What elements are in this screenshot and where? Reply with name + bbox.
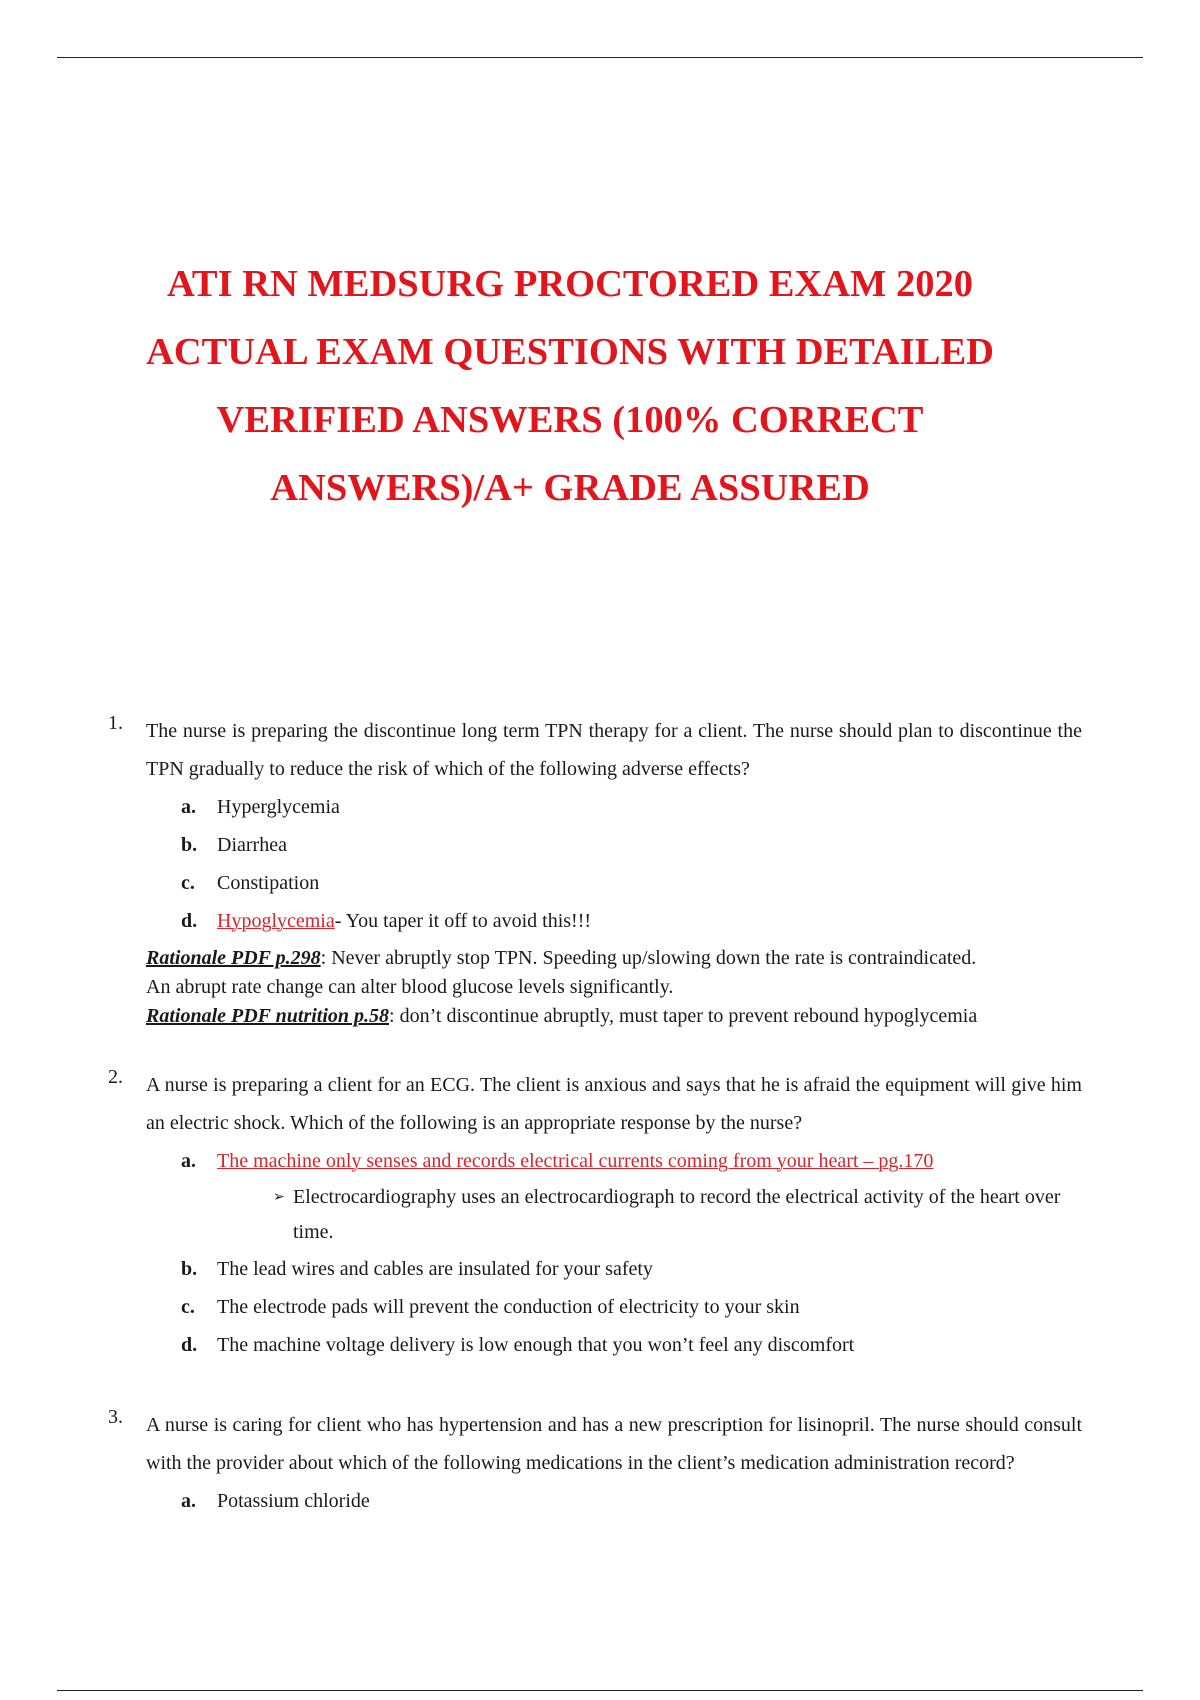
title-line-4: ANSWERS)/A+ GRADE ASSURED (270, 467, 870, 509)
title-line-2: ACTUAL EXAM QUESTIONS WITH DETAILED (146, 331, 994, 373)
option-c (181, 1288, 1088, 1326)
question-number: 3. (108, 1406, 123, 1428)
title-line-3: VERIFIED ANSWERS (100% CORRECT (216, 399, 924, 441)
answer-note: - You taper it off to avoid this!!! (334, 910, 592, 932)
option-letter: a. (181, 796, 196, 818)
correct-answer: Hypoglycemia (217, 910, 335, 932)
question-number: 2. (108, 1066, 123, 1088)
question-2 (108, 1066, 1088, 1364)
question-number: 1. (108, 712, 123, 734)
option-text: Potassium chloride (217, 1490, 370, 1512)
answer-explanation (273, 1180, 1063, 1250)
option-text: The electrode pads will prevent the conduction of electricity to your skin (217, 1296, 800, 1318)
option-d-correct (181, 902, 1088, 940)
title-line-1: ATI RN MEDSURG PROCTORED EXAM 2020 (166, 263, 974, 305)
rationale-text: : don’t discontinue abruptly, must taper to prevent rebound hypoglycemia (389, 1005, 978, 1027)
rationale-2 (146, 1002, 1088, 1031)
document-title (100, 250, 1040, 522)
option-letter: b. (181, 834, 198, 856)
question-text: A nurse is caring for client who has hypertension and has a new prescription for lisinopril. The nurse should consult with the provider about which of the following medications in the client’s medication administration record? (146, 1414, 1082, 1474)
rationale-1 (146, 944, 1088, 973)
question-1 (108, 712, 1088, 1031)
question-3 (108, 1406, 1088, 1520)
top-rule (57, 57, 1143, 58)
option-text: The lead wires and cables are insulated for your safety (217, 1258, 653, 1280)
rationale-text: An abrupt rate change can alter blood glucose levels significantly. (146, 976, 674, 998)
question-text: A nurse is preparing a client for an ECG. The client is anxious and says that he is afraid the equipment will give him an electric shock. Which of the following is an appropriate response by the nurse? (146, 1074, 1082, 1134)
option-letter: c. (181, 1296, 195, 1318)
rationale-label: Rationale PDF p.298 (146, 947, 321, 969)
rationale-label: Rationale PDF nutrition p.58 (146, 1005, 390, 1027)
option-text: Hyperglycemia (217, 796, 340, 818)
option-a (181, 788, 1088, 826)
option-letter: a. (181, 1150, 196, 1172)
option-a (181, 1482, 1088, 1520)
option-letter: b. (181, 1258, 198, 1280)
option-letter: d. (181, 1334, 198, 1356)
option-text: Diarrhea (217, 834, 287, 856)
option-letter: d. (181, 910, 198, 932)
option-d (181, 1326, 1088, 1364)
arrow-bullet-icon: ➢ (273, 1189, 285, 1205)
option-b (181, 1250, 1088, 1288)
option-letter: c. (181, 872, 195, 894)
option-text: Constipation (217, 872, 320, 894)
explanation-text: Electrocardiography uses an electrocardiograph to record the electrical activity of the heart over time. (293, 1186, 1061, 1243)
bottom-rule (57, 1690, 1143, 1691)
option-text: The machine voltage delivery is low enough that you won’t feel any discomfort (217, 1334, 855, 1356)
rationale-text: : Never abruptly stop TPN. Speeding up/slowing down the rate is contraindicated. (320, 947, 977, 969)
option-b (181, 826, 1088, 864)
option-letter: a. (181, 1490, 196, 1512)
option-c (181, 864, 1088, 902)
option-a-correct (181, 1142, 1088, 1180)
rationale-1-continued (146, 973, 1088, 1002)
question-text: The nurse is preparing the discontinue long term TPN therapy for a client. The nurse should plan to discontinue the TPN gradually to reduce the risk of which of the following adverse effects? (146, 720, 1082, 780)
correct-answer: The machine only senses and records electrical currents coming from your heart – pg.170 (217, 1150, 934, 1172)
